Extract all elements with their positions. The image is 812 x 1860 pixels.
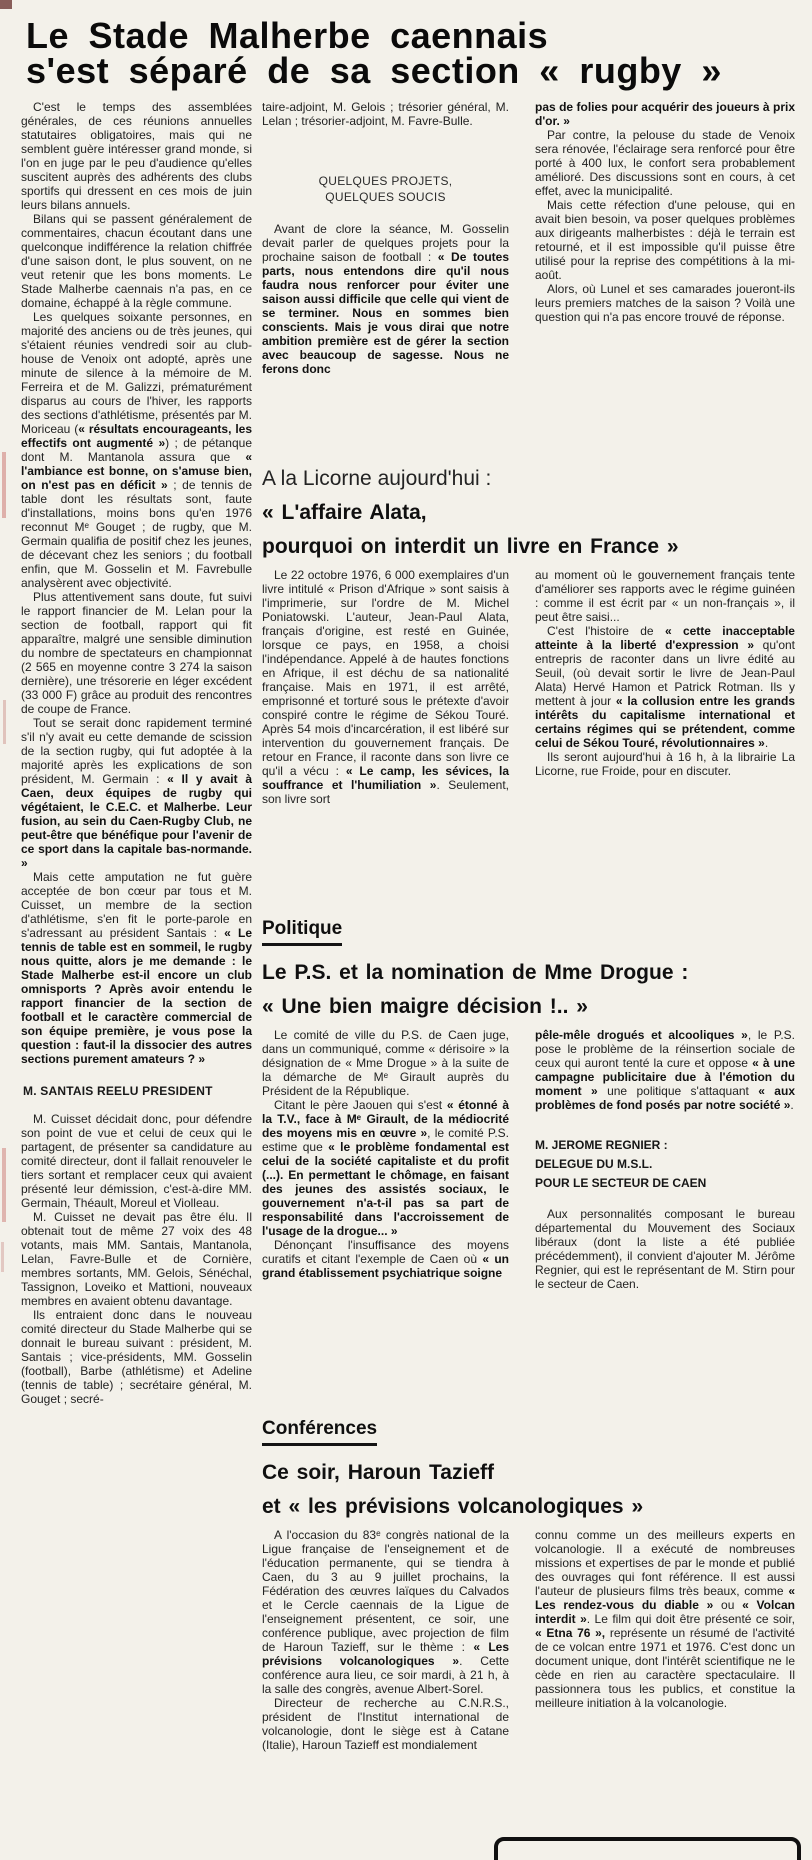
article-paragraph: Alors, où Lunel et ses camarades joueront-ils leurs premiers matches de la saison ? Voilà une question qui n'a pas encore trouvé de réponse.	[535, 282, 795, 324]
scan-artifact	[3, 700, 6, 744]
regnier-subhead-line-3: POUR LE SECTEUR DE CAEN	[535, 1176, 707, 1190]
article-headline	[26, 15, 722, 91]
subhead-jerome-regnier	[535, 1136, 795, 1193]
article-columns-2-3	[262, 100, 795, 376]
headline-line-1: Le Stade Malherbe caennais	[26, 15, 549, 56]
conferences-column-left	[262, 1528, 509, 1752]
regnier-subhead-line-2: DELEGUE DU M.S.L.	[535, 1157, 653, 1171]
ad-frame-partial	[494, 1837, 801, 1860]
article-paragraph: Plus attentivement sans doute, fut suivi le rapport financier de M. Lelan pour la section de football, rapport qui fit apparaître, malgré une sensible diminution du nombre de spectateurs en championnat (2 565 en moyenne contre 3 274 la saison dernière), une trésorerie en léger excédent (33 000 F) grâce au produit des rencontres de coupe de France.	[21, 590, 252, 716]
article-paragraph: Tout se serait donc rapidement terminé s'il n'y avait eu cette demande de scission de la section rugby, qui fut adoptée à la majorité après les explications de son président, M. Germain : « Il y avait à Caen, deux équipes de rugby qui végétaient, le C.E.C. et Malherbe. Leur fusion, au sein du Caen-Rugby Club, ne peut-être que bénéfique pour l'avenir de ce sport dans la capitale bas-normande. »	[21, 716, 252, 870]
article-paragraph: Ils entraient donc dans le nouveau comité directeur du Stade Malherbe qui se donnait le bureau suivant : président, M. Santais ; vice-présidents, MM. Gosselin (football), Barbe (athlétisme) et Adeline (tennis de table) ; secrétaire général, M. Gouget ; secré-	[21, 1308, 252, 1406]
conferences-column-right	[535, 1528, 795, 1752]
licorne-title-line-2: pourquoi on interdit un livre en France »	[262, 535, 679, 558]
article-paragraph: Bilans qui se passent généralement de commentaires, chacun écoutant dans une quelconque indifférence la relation chiffrée d'une saison dont, le plus souvent, on ne veut retenir que les bons moments. Le Stade Malherbe caennais n'a pas, en ce domaine, échappé à la règle commune.	[21, 212, 252, 310]
article-paragraph: Mais cette réfection d'une pelouse, qui en avait bien besoin, va poser quelques problèmes aux dirigeants malherbistes : déjà le terrain est retourné, et il est impossible qu'il puisse être utilisé pour la reprise des compétitions à la mi-août.	[535, 198, 795, 282]
article-paragraph: M. Cuisset ne devait pas être élu. Il obtenait tout de même 27 voix des 48 votants, mais MM. Santais, Mantanola, Lelan, Favre-Bulle et de Cornière, membres sortants, MM. Gelois, Sénéchal, Tassignon, Loveiko et Mattioni, nouveaux membres en avaient obtenu davantage.	[21, 1210, 252, 1308]
article-paragraph: Par contre, la pelouse du stade de Venoix sera rénovée, l'éclairage sera renforcé pour être porté à 400 lux, le confort sera probablement amélioré. Des discussions sont en cours, à cet effet, avec la municipalité.	[535, 128, 795, 198]
article-paragraph: C'est le temps des assemblées générales, de ces réunions annuelles statutaires obligatoires, mais qui ne semblent guère intéresser grand monde, si l'on en juge par le peu d'audience qu'elles suscitent auprès des adhérents des clubs sportifs qui dressent en ces mois de juin leurs bilans annuels.	[21, 100, 252, 212]
article-paragraph: Le 22 octobre 1976, 6 000 exemplaires d'un livre intitulé « Prison d'Afrique » sont saisis à l'imprimerie, sur l'ordre de M. Michel Poniatowski. L'auteur, Jean-Paul Alata, français d'origine, est resté en Guinée, lorsque ce pays, en 1958, a choisi l'indépendance. Appelé à de hautes fonctions en Afrique, il est déchu de sa nationalité française. Mais en 1971, il est arrêté, emprisonné et torturé sous le prétexte d'avoir conspiré contre le régime de Sékou Touré. Après 54 mois d'incarcération, il est libéré sur intervention du gouvernement français. De retour en France, il raconte dans son livre ce qu'il a vécu : « Le camp, les sévices, la souffrance et l'humiliation ». Seulement, son livre sort	[262, 568, 509, 806]
licorne-column-right	[535, 568, 795, 806]
subhead-quelques-projets-line-1: QUELQUES PROJETS,	[318, 174, 453, 188]
subhead-quelques-projets-line-2: QUELQUES SOUCIS	[325, 190, 446, 204]
article-paragraph: au moment où le gouvernement français tente d'améliorer ses rapports avec le régime guinéen : comme il est écrit par « un non-français », il peut être saisi...	[535, 568, 795, 624]
politique-title-line-2: « Une bien maigre décision !.. »	[262, 995, 588, 1018]
article-paragraph: Citant le père Jaouen qui s'est « étonné à la T.V., face à Mᵉ Girault, de la médiocrité des moyens mis en œuvre », le comité P.S. estime que « le problème fondamental est celui de la société capitaliste et du profit (...). En permettant le chômage, en faisant des jeunes des assistés sociaux, le gouvernement n'a-t-il pas sa part de responsabilité dans l'accroissement de l'usage de la drogue... »	[262, 1098, 509, 1238]
article-paragraph: pas de folies pour acquérir des joueurs à prix d'or. »	[535, 100, 795, 128]
article-paragraph: Le comité de ville du P.S. de Caen juge, dans un communiqué, comme « dérisoire » la désignation de « Mme Drogue » à la suite de la démarche de Mᵉ Girault auprès du Président de la République.	[262, 1028, 509, 1098]
conferences-title-line-2: et « les prévisions volcanologiques »	[262, 1495, 644, 1518]
licorne-title-line-1: « L'affaire Alata,	[262, 501, 427, 524]
article-column-3	[535, 100, 795, 376]
article-paragraph: M. Cuisset décidait donc, pour défendre son point de vue et celui de ceux qui le partagent, de présenter sa candidature au comité directeur, dont il fallait renouveler le tiers sortant et remplacer ceux qui avaient présenté leur démission, c'est-à-dire MM. Germain, Théault, Moreul et Violleau.	[21, 1112, 252, 1210]
article-paragraph: Aux personnalités composant le bureau départemental du Mouvement des Sociaux libéraux (dont la liste a été publiée précédemment), il convient d'ajouter M. Jérôme Regnier, qui est le représentant de M. Stirn pour le secteur de Caen.	[535, 1207, 795, 1291]
conferences-title-line-1: Ce soir, Haroun Tazieff	[262, 1461, 494, 1484]
regnier-subhead-line-1: M. JEROME REGNIER :	[535, 1138, 668, 1152]
article-paragraph: Avant de clore la séance, M. Gosselin devait parler de quelques projets pour la prochaine saison de football : « De toutes parts, nous entendons dire qu'il nous faudra nous renforcer pour éviter une saison aussi difficile que celle qui vient de se terminer. Nous en sommes bien conscients. Mais je vous dirai que notre ambition première est de gérer la section avec beaucoup de sagesse. Nous ne ferons donc	[262, 222, 509, 376]
scan-artifact	[2, 452, 6, 518]
article-column-1	[21, 100, 252, 1406]
article-paragraph: Les quelques soixante personnes, en majorité des anciens ou de très jeunes, qui s'étaient réunies vendredi soir au club-house de Venoix ont adopté, après une minute de silence à la mémoire de M. Ferreira et de M. Galizzi, prématurément disparus au cours de l'hiver, les rapports des sections d'athlétisme, présentés par M. Moriceau (« résultats encourageants, les effectifs ont augmenté ») ; de pétanque dont M. Mantanola assura que « l'ambiance est bonne, on s'amuse bien, on n'est pas en déficit » ; de tennis de table dont les résultats sont, faute d'installations, moins bons qu'en 1976 reconnut Mᵉ Gouget ; de rugby, que M. Germain qualifia de positif chez les jeunes, de décevant chez les seniors ; du football enfin, que M. Gosselin et M. Favrebulle analysèrent avec objectivité.	[21, 310, 252, 590]
article-paragraph: Ils seront aujourd'hui à 16 h, à la librairie La Licorne, rue Froide, pour en discuter.	[535, 750, 795, 778]
scan-artifact	[2, 1148, 6, 1222]
headline-line-2: s'est séparé de sa section « rugby »	[26, 50, 722, 91]
article-paragraph: Mais cette amputation ne fut guère acceptée de bon cœur par tous et M. Cuisset, un membre de la section d'athlétisme, s'en fit le porte-parole en s'adressant au président Santais : « Le tennis de table est en sommeil, le rugby nous quitte, alors je me demande : le Stade Malherbe est-il encore un club omnisports ? Après avoir entendu le rapport financier de la section de football et le caractère commercial de son équipe première, je vous pose la question : faut-il la dissocier des autres sections purement amateurs ? »	[21, 870, 252, 1066]
politique-body	[262, 1028, 795, 1291]
licorne-body	[262, 568, 795, 806]
politique-title-line-1: Le P.S. et la nomination de Mme Drogue :	[262, 961, 689, 984]
article-paragraph: connu comme un des meilleurs experts en volcanologie. Il a exécuté de nombreuses missions et expertises de par le monde et publié des ouvrages qui font référence. Il est aussi l'auteur de plusieurs films très beaux, comme « Les rendez-vous du diable » ou « Volcan interdit ». Le film qui doit être présenté ce soir, « Etna 76 », représente un résumé de l'activité de ce volcan entre 1971 et 1976. C'est donc un document unique, dont l'intérêt scientifique ne le cède en rien au caractère spectaculaire. Il passionnera tous les publics, et constitue la meilleure initiation à la volcanologie.	[535, 1528, 796, 1710]
politique-column-right	[535, 1028, 795, 1291]
article-paragraph: pêle-mêle drogués et alcooliques », le P.S. pose le problème de la réinsertion sociale de ceux qui auront tenté la cure et oppose « à une campagne publicitaire due à l'émotion du moment » une politique s'attaquant « aux problèmes de fond posés par notre société ».	[535, 1028, 795, 1112]
section-politique	[262, 918, 795, 1291]
scan-artifact	[0, 0, 12, 9]
article-paragraph: taire-adjoint, M. Gelois ; trésorier général, M. Lelan ; trésorier-adjoint, M. Favre-Bulle.	[262, 100, 509, 128]
article-paragraph: C'est l'histoire de « cette inacceptable atteinte à la liberté d'expression » qu'ont entrepris de raconter dans un livre édité au Seuil, (où devait sortir le livre de Jean-Paul Alata) Hervé Hamon et Patrick Rotman. Ils y mettent à jour « la collusion entre les grands intérêts du capitalisme international et certains régimes qui se prétendent, comme celui de Sékou Touré, révolutionnaires ».	[535, 624, 796, 750]
licorne-column-left	[262, 568, 509, 806]
subhead-santais-reelu-president: M. SANTAIS REELU PRESIDENT	[23, 1084, 213, 1098]
article-column-2	[262, 100, 509, 376]
section-conferences	[262, 1418, 795, 1752]
politique-section-label: Politique	[262, 918, 342, 946]
article-paragraph: Dénonçant l'insuffisance des moyens curatifs et citant l'exemple de Caen où « un grand établissement psychiatrique soigne	[262, 1238, 510, 1280]
conferences-section-label: Conférences	[262, 1418, 377, 1446]
politique-column-left	[262, 1028, 509, 1291]
scan-artifact	[1, 1242, 4, 1272]
article-paragraph: A l'occasion du 83ᵉ congrès national de la Ligue française de l'enseignement et de l'éducation permanente, qui se tiendra à Caen, du 3 au 9 juillet prochains, la Fédération des œuvres laïques du Calvados et le Cercle caennais de la Ligue de l'enseignement présentent, ce soir, une conférence publique, avec projection de film de Haroun Tazieff, sur le thème : « Les prévisions volcanologiques ». Cette conférence aura lieu, ce soir mardi, à 21 h, à la salle des congrès, avenue Albert-Sorel.	[262, 1528, 509, 1696]
licorne-kicker: A la Licorne aujourd'hui :	[262, 467, 492, 490]
conferences-body	[262, 1528, 795, 1752]
section-licorne	[262, 466, 795, 806]
article-paragraph: Directeur de recherche au C.N.R.S., président de l'Institut international de volcanologie, dont le siège est à Catane (Italie), Haroun Tazieff est mondialement	[262, 1696, 509, 1752]
